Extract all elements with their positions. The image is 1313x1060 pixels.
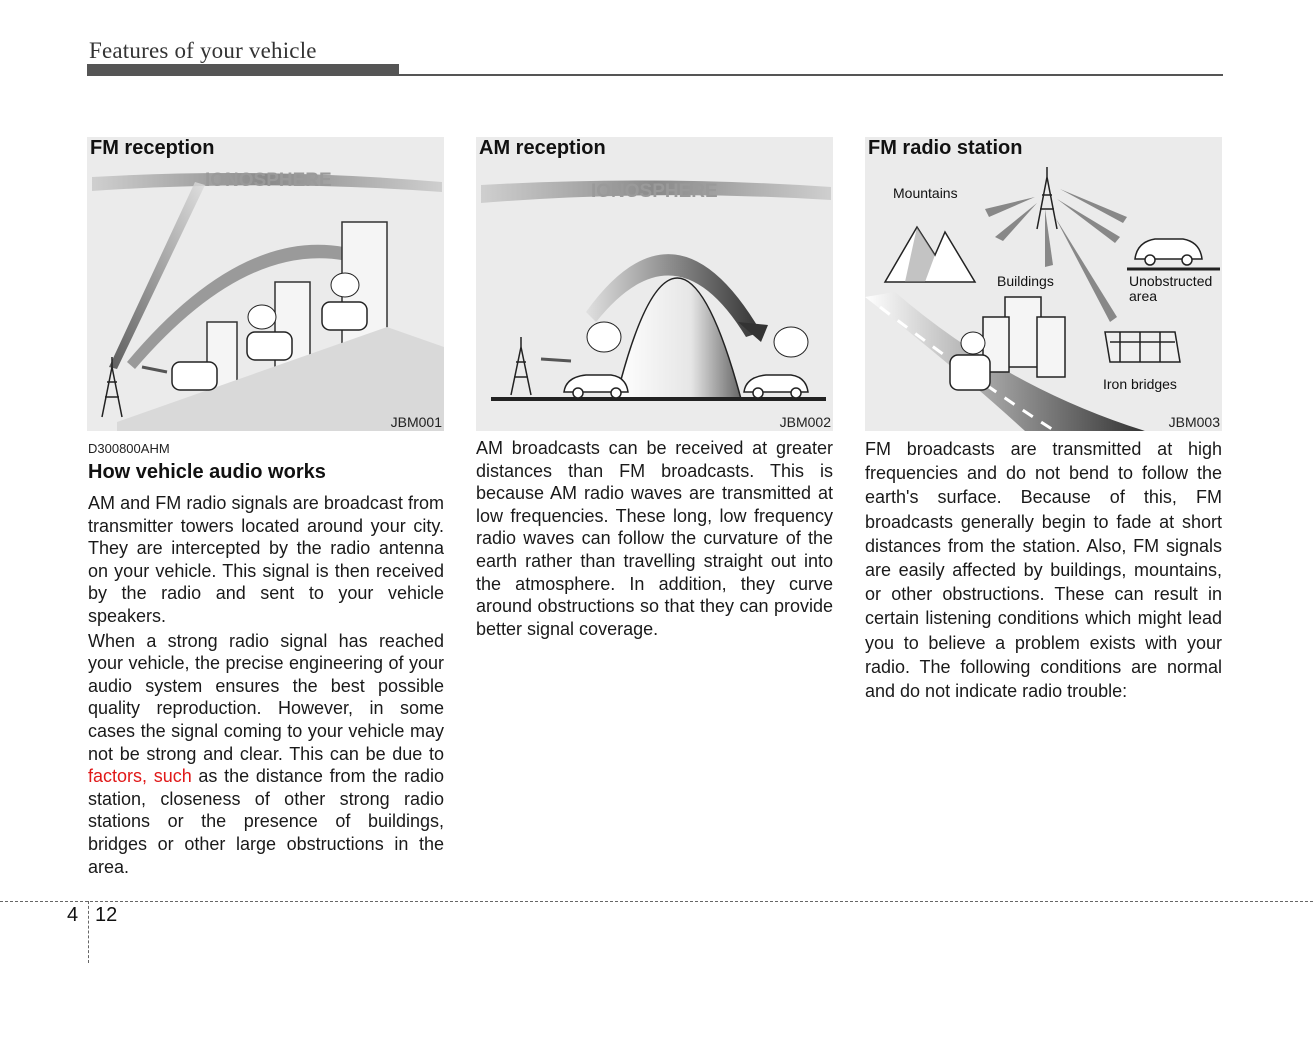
paragraph-text: When a strong radio signal has reached your vehicle, the precise engineering of your audio system ensures the best possible quality reproduction. However, in some cases the signal coming to your vehicle may not be strong and clear. This can be due to (88, 630, 444, 764)
page-header-title: Features of your vehicle (89, 38, 317, 63)
highlighted-text: factors, such (88, 766, 192, 787)
mountains-label: Mountains (893, 185, 958, 201)
fm-station-figure (865, 137, 1222, 431)
unobstructed-area-label (1129, 274, 1212, 304)
paragraph: FM broadcasts are transmitted at high frequencies and do not bend to follow the earth's surface. Because of this, FM broadcasts generally begin to fade at short distances from the station. Also, FM signals are easily affected by buildings, mountains, or other obstructions. These can result in certain listening conditions which might lead you to believe a problem exists with your radio. The following conditions are normal and do not indicate radio trouble: (865, 439, 1222, 702)
column-3-text (865, 437, 1222, 705)
chapter-number: 4 (67, 904, 79, 926)
header-rule (87, 74, 1223, 76)
buildings-label: Buildings (997, 273, 1054, 289)
section-code: D300800AHM (88, 441, 170, 456)
am-reception-illustration (476, 137, 833, 431)
section-heading: How vehicle audio works (88, 461, 326, 483)
figure-code: JBM002 (779, 414, 831, 430)
fm-reception-figure (87, 137, 444, 431)
page-number: 12 (95, 904, 118, 926)
am-reception-figure (476, 137, 833, 431)
paragraph-text: as the distance from the radio station, closeness of other strong radio stations or the presence of buildings, bridges or other large obstructions in the area. (88, 766, 444, 877)
unobstructed-label-line2: area (1129, 288, 1158, 304)
column-2-text (476, 437, 833, 642)
figure-code: JBM003 (1168, 414, 1220, 430)
paragraph: AM broadcasts can be received at greater distances than FM broadcasts. This is because AM radio waves are transmitted at low frequencies. These long, low frequency radio waves can follow the curvature of the earth rather than travelling straight out into the atmosphere. In addition, they curve around obstructions so that they can provide better signal coverage. (476, 438, 833, 639)
footer-divider (0, 901, 1313, 902)
figure-title: FM reception (90, 137, 215, 159)
fm-reception-illustration (87, 137, 444, 431)
paragraph: AM and FM radio signals are broadcast from transmitter towers located around your city. They are intercepted by the radio antenna on your vehicle. This signal is then received by the radio and sent to your vehicle speakers. (88, 493, 444, 626)
ionosphere-label: IONOSPHERE (205, 170, 332, 191)
column-1-text (88, 492, 444, 880)
footer-vertical-divider (88, 901, 89, 963)
iron-bridges-label: Iron bridges (1103, 376, 1177, 392)
figure-code: JBM001 (390, 414, 442, 430)
figure-title: AM reception (479, 137, 606, 159)
figure-title: FM radio station (868, 137, 1023, 159)
ionosphere-label: IONOSPHERE (591, 181, 718, 202)
paragraph (88, 630, 444, 879)
unobstructed-label-line1: Unobstructed (1129, 273, 1213, 289)
